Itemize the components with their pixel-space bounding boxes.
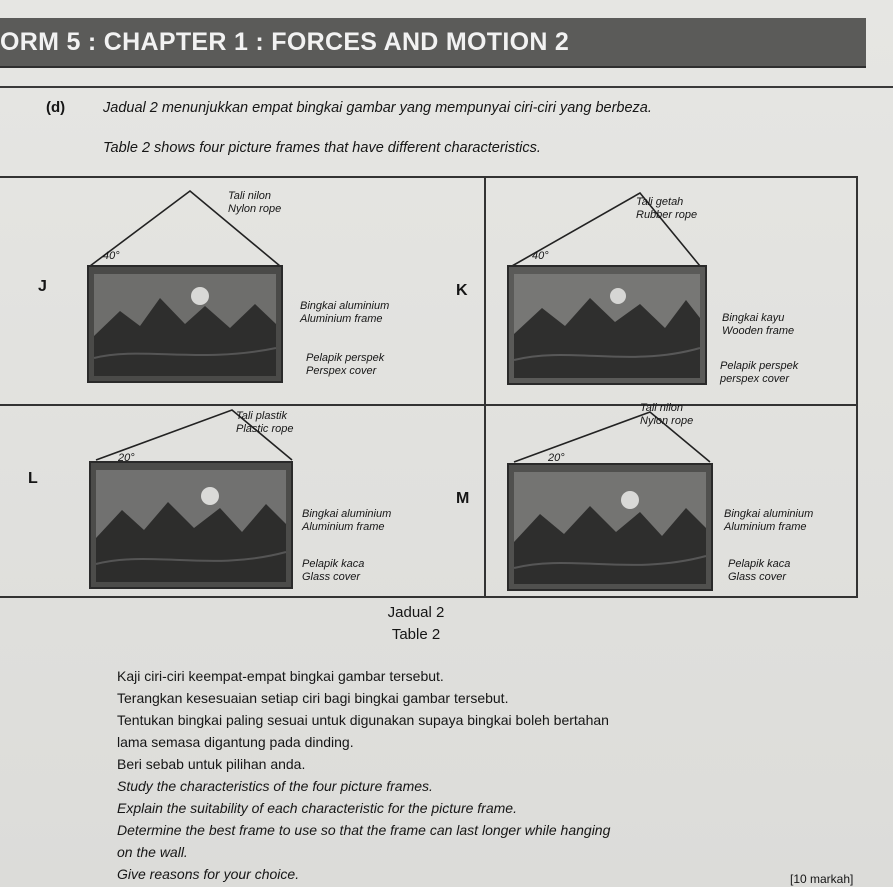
- instruction-line: Terangkan kesesuaian setiap ciri bagi bingkai gambar tersebut.: [117, 690, 509, 706]
- frame-label-l: L: [28, 470, 38, 487]
- table-caption-malay: Jadual 2: [387, 604, 445, 621]
- frame-label-j: J: [38, 278, 47, 295]
- rope-angle-k: 40°: [532, 250, 549, 262]
- frame-material-label-k: Bingkai kayu Wooden frame: [722, 312, 795, 337]
- instruction-line: lama semasa digantung pada dinding.: [117, 734, 354, 750]
- rope-angle-m: 20°: [548, 452, 565, 464]
- marks-label: [10 markah]: [790, 872, 854, 886]
- rope-label-l: Tali plastik Plastic rope: [236, 410, 294, 435]
- table-divider-vertical: [484, 176, 486, 598]
- picture-frame-j: [80, 186, 300, 396]
- table-caption-english: Table 2: [391, 626, 441, 643]
- header-rule: [0, 86, 893, 88]
- rope-angle-j: 40°: [103, 250, 120, 262]
- instruction-line: Give reasons for your choice.: [117, 866, 300, 882]
- instruction-line: Tentukan bingkai paling sesuai untuk digunakan supaya bingkai boleh bertahan: [117, 712, 609, 728]
- question-number: (d): [46, 99, 66, 116]
- instruction-line: Determine the best frame to use so that the frame can last longer while hanging: [117, 822, 611, 838]
- picture-frame-m: [500, 400, 720, 600]
- frame-material-label-l: Bingkai aluminium Aluminium frame: [302, 508, 392, 533]
- rope-label-m: Tali nilon Nylon rope: [640, 402, 694, 427]
- cover-label-m: Pelapik kaca Glass cover: [728, 558, 791, 583]
- instruction-line: Beri sebab untuk pilihan anda.: [117, 756, 306, 772]
- question-intro-english: Table 2 shows four picture frames that have different characteristics.: [103, 140, 541, 156]
- instruction-line: Kaji ciri-ciri keempat-empat bingkai gambar tersebut.: [117, 668, 444, 684]
- instruction-line: Explain the suitability of each characteristic for the picture frame.: [117, 800, 517, 816]
- frame-material-label-m: Bingkai aluminium Aluminium frame: [724, 508, 814, 533]
- cover-label-j: Pelapik perspek Perspex cover: [306, 352, 385, 377]
- frame-label-k: K: [456, 282, 468, 299]
- cover-label-k: Pelapik perspek perspex cover: [720, 360, 799, 385]
- frame-material-label-j: Bingkai aluminium Aluminium frame: [300, 300, 390, 325]
- rope-angle-l: 20°: [118, 452, 135, 464]
- rope-label-j: Tali nilon Nylon rope: [228, 190, 282, 215]
- instruction-line: Study the characteristics of the four picture frames.: [117, 778, 433, 794]
- instruction-line: on the wall.: [117, 844, 188, 860]
- chapter-header: ORM 5 : CHAPTER 1 : FORCES AND MOTION 2: [0, 18, 866, 68]
- rope-label-k: Tali getah Rubber rope: [636, 196, 698, 221]
- question-intro-malay: Jadual 2 menunjukkan empat bingkai gambar yang mempunyai ciri-ciri yang berbeza.: [103, 100, 652, 116]
- cover-label-l: Pelapik kaca Glass cover: [302, 558, 365, 583]
- frame-label-m: M: [456, 490, 470, 507]
